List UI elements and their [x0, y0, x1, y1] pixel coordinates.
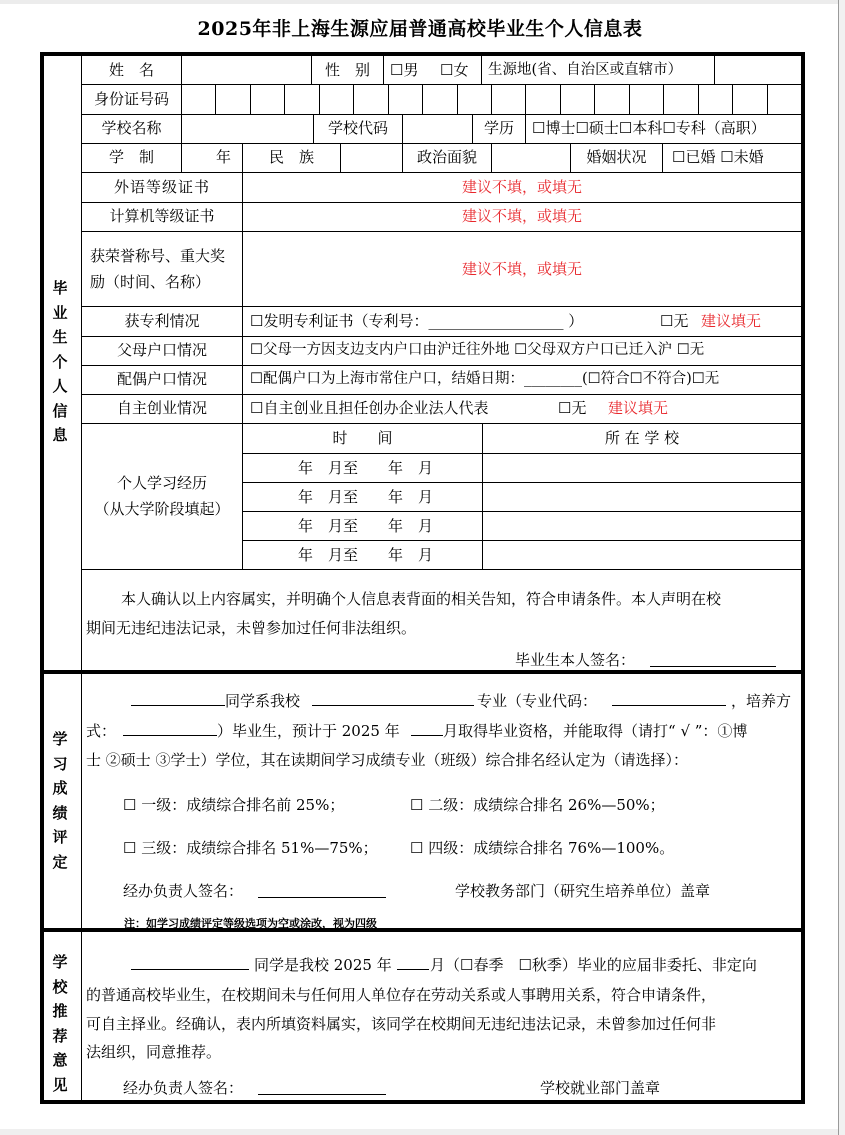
col-header-school: 所 在 学 校 — [604, 429, 680, 447]
graduate-signature-label: 毕业生本人签名： — [515, 651, 636, 669]
startup-hint: 建议填无 — [608, 399, 669, 417]
patent-option[interactable]: ☐发明专利证书（专利号：__________________ ） — [250, 312, 584, 330]
id-digit-cell[interactable] — [354, 85, 387, 113]
row-line — [81, 306, 801, 307]
gender-male-checkbox[interactable]: ☐男 — [390, 61, 419, 79]
col-line — [525, 114, 526, 143]
graduation-month-blank[interactable] — [411, 719, 443, 736]
viewer-top-edge — [0, 0, 845, 4]
row-line — [81, 231, 801, 232]
grade-option-3[interactable]: ☐ 三级：成绩综合排名 51%—75%； — [123, 839, 378, 857]
id-digit-cell[interactable] — [320, 85, 353, 113]
parents-hukou-options[interactable]: ☐父母一方因支边支内户口由沪迁往外地 ☐父母双方户口已迁入沪 ☐无 — [250, 342, 705, 358]
political-status-input[interactable] — [492, 144, 569, 171]
row-line — [81, 172, 801, 173]
name-input[interactable] — [182, 57, 310, 83]
honors-label-line2: 励（时间、名称） — [90, 273, 211, 291]
academic-signer-line[interactable] — [258, 881, 386, 898]
honors-hint: 建议不填，或填无 — [461, 260, 582, 278]
section-label-personal: 毕 业 生 个 人 信 息 — [52, 279, 68, 444]
vertical-scrollbar[interactable] — [838, 0, 845, 1135]
study-row-time[interactable]: 年 月至 年 月 — [298, 488, 434, 506]
id-digit-cell[interactable] — [458, 85, 491, 113]
col-line — [242, 172, 243, 569]
recommend-student-blank[interactable] — [131, 953, 249, 970]
section-divider — [40, 670, 805, 674]
academic-text: 同学系我校 — [225, 692, 301, 710]
academic-text: 专业（专业代码： — [477, 692, 598, 710]
study-row-time[interactable]: 年 月至 年 月 — [298, 459, 434, 477]
academic-text: 月取得毕业资格，并能取得（请打“ √ ”：①博 — [443, 722, 748, 740]
startup-label: 自主创业情况 — [116, 399, 207, 417]
id-digit-cell[interactable] — [389, 85, 422, 113]
foreign-lang-hint: 建议不填，或填无 — [461, 178, 582, 196]
grade-option-2[interactable]: ☐ 二级：成绩综合排名 26%—50%； — [410, 796, 665, 814]
duration-input[interactable] — [182, 144, 214, 171]
id-digit-cell[interactable] — [526, 85, 559, 113]
computer-cert-label: 计算机等级证书 — [109, 207, 215, 225]
foreign-lang-label: 外语等级证书 — [113, 178, 210, 196]
declaration-line1: 本人确认以上内容属实，并明确个人信息表背面的相关告知，符合申请条件。本人声明在校 — [121, 590, 722, 608]
row-line — [81, 365, 801, 366]
study-row-school[interactable] — [483, 512, 801, 540]
name-label: 姓 名 — [108, 61, 154, 79]
study-row-time[interactable]: 年 月至 年 月 — [298, 546, 434, 564]
id-digit-cell[interactable] — [561, 85, 594, 113]
section-label-academic: 学 习 成 绩 评 定 — [52, 730, 68, 871]
col-line — [662, 143, 663, 172]
political-status-label: 政治面貌 — [416, 148, 477, 166]
computer-cert-hint: 建议不填，或填无 — [461, 207, 582, 225]
marital-options[interactable]: ☐已婚 ☐未婚 — [672, 148, 764, 166]
origin-input[interactable] — [715, 57, 801, 83]
id-digit-cell[interactable] — [216, 85, 249, 113]
recommend-signer-line[interactable] — [258, 1078, 386, 1095]
recommend-text: 月（☐春季 ☐秋季）毕业的应届非委托、非定向 — [430, 956, 757, 974]
startup-none-checkbox[interactable]: ☐无 — [558, 399, 587, 417]
study-row-school[interactable] — [483, 454, 801, 482]
ethnicity-input[interactable] — [341, 144, 401, 171]
id-digit-cell[interactable] — [182, 85, 215, 113]
row-line — [81, 423, 801, 424]
study-history-label-line1: 个人学习经历 — [116, 474, 207, 492]
education-options[interactable]: ☐博士☐硕士☐本科☐专科（高职） — [532, 119, 766, 137]
id-digit-cell[interactable] — [251, 85, 284, 113]
honors-label-line1: 获荣誉称号、重大奖 — [90, 247, 226, 265]
gender-label: 性 别 — [324, 61, 370, 79]
id-digit-cell[interactable] — [423, 85, 456, 113]
study-history-label-line2: （从大学阶段填起） — [94, 500, 230, 518]
recommend-text: 法组织，同意推荐。 — [86, 1043, 222, 1061]
row-line — [81, 202, 801, 203]
section-label-recommend: 学 校 推 荐 意 见 — [52, 953, 68, 1094]
id-label: 身份证号码 — [93, 90, 169, 108]
duration-year-unit: 年 — [216, 148, 232, 166]
recommend-text: 的普通高校毕业生，在校期间未与任何用人单位存在劳动关系或人事聘用关系，符合申请条件， — [86, 986, 717, 1004]
graduate-signature-line[interactable] — [650, 650, 776, 667]
school-code-label: 学校代码 — [327, 119, 388, 137]
grade-option-1[interactable]: ☐ 一级：成绩综合排名前 25%； — [123, 796, 345, 814]
education-label: 学历 — [483, 119, 514, 137]
id-digit-cell[interactable] — [285, 85, 318, 113]
academic-text: 士 ②硕士 ③学士）学位，其在读期间学习成绩专业（班级）综合排名经认定为（请选择）： — [86, 751, 689, 769]
academic-text: ）毕业生，预计于 2025 年 — [217, 722, 400, 740]
page-title: 2025年非上海生源应届普通高校毕业生个人信息表 — [197, 18, 643, 40]
student-name-blank[interactable] — [131, 689, 225, 706]
spouse-hukou-options[interactable]: ☐配偶户口为上海市常住户口，结婚日期：________(☐符合☐不符合)☐无 — [250, 371, 720, 387]
col-header-time: 时 间 — [332, 429, 393, 447]
study-row-school[interactable] — [483, 483, 801, 511]
recommend-signer-label: 经办负责人签名： — [123, 1079, 244, 1097]
school-name-input[interactable] — [182, 115, 312, 142]
training-mode-blank[interactable] — [123, 719, 217, 736]
id-digit-cell[interactable] — [733, 85, 766, 113]
parents-hukou-label: 父母户口情况 — [116, 341, 207, 359]
employment-stamp-label: 学校就业部门盖章 — [540, 1079, 661, 1097]
viewer-bottom-edge — [0, 1129, 838, 1135]
grade-option-4[interactable]: ☐ 四级：成绩综合排名 76%—100%。 — [410, 839, 675, 857]
row-line — [81, 394, 801, 395]
declaration-line2: 期间无违纪违法记录，未曾参加过任何非法组织。 — [86, 619, 417, 637]
patent-none-checkbox[interactable]: ☐无 — [660, 312, 689, 330]
duration-label: 学 制 — [108, 148, 154, 166]
gender-female-checkbox[interactable]: ☐女 — [440, 61, 469, 79]
id-digit-cell[interactable] — [492, 85, 525, 113]
id-digit-cell[interactable] — [630, 85, 663, 113]
startup-option[interactable]: ☐自主创业且担任创办企业法人代表 — [250, 399, 489, 417]
row-line — [81, 569, 801, 570]
recommend-text: 同学是我校 2025 年 — [254, 956, 392, 974]
id-digit-cell[interactable] — [664, 85, 697, 113]
recommend-month-blank[interactable] — [397, 953, 429, 970]
school-code-input[interactable] — [403, 115, 471, 142]
col-line — [383, 56, 384, 84]
school-name-label: 学校名称 — [101, 119, 162, 137]
academic-text: 式： — [86, 722, 117, 740]
marital-status-label: 婚姻状况 — [586, 148, 647, 166]
academic-text: ，培养方 — [731, 692, 792, 710]
col-line — [481, 56, 482, 84]
origin-label: 生源地(省、自治区或直辖市） — [488, 62, 683, 78]
spouse-hukou-label: 配偶户口情况 — [116, 370, 207, 388]
id-digit-cell[interactable] — [699, 85, 732, 113]
academic-signer-label: 经办负责人签名： — [123, 882, 244, 900]
major-code-blank[interactable] — [612, 689, 726, 706]
id-digit-cell[interactable] — [595, 85, 628, 113]
recommend-text: 可自主择业。经确认，表内所填资料属实，该同学在校期间无违纪违法记录，未曾参加过任何非 — [86, 1015, 717, 1033]
academic-stamp-label: 学校教务部门（研究生培养单位）盖章 — [455, 882, 711, 900]
id-digit-cell[interactable] — [768, 85, 801, 113]
study-row-school[interactable] — [483, 541, 801, 569]
academic-note: 注：如学习成绩评定等级选项为空或涂改，视为四级 — [124, 917, 377, 930]
patent-label: 获专利情况 — [124, 312, 200, 330]
ethnicity-label: 民 族 — [268, 148, 314, 166]
row-line — [81, 336, 801, 337]
study-row-time[interactable]: 年 月至 年 月 — [298, 517, 434, 535]
patent-hint: 建议填无 — [701, 312, 762, 330]
major-blank[interactable] — [312, 689, 474, 706]
